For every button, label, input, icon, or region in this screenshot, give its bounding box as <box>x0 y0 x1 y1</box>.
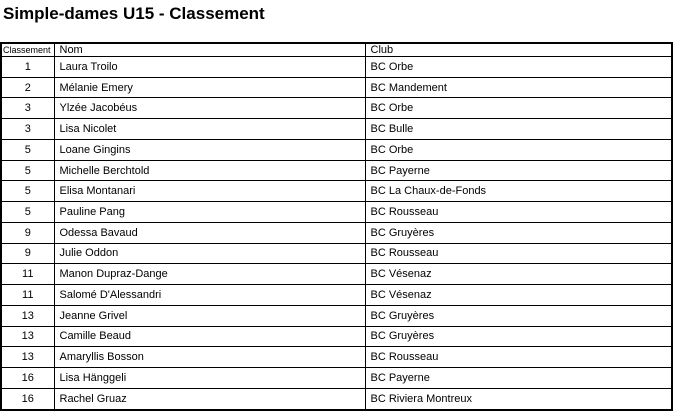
rank-cell: 3 <box>1 119 54 140</box>
name-cell: Salomé D'Alessandri <box>54 285 365 306</box>
rank-cell: 13 <box>1 326 54 347</box>
rank-cell: 3 <box>1 98 54 119</box>
rank-cell: 13 <box>1 347 54 368</box>
club-cell: BC Orbe <box>365 98 672 119</box>
rank-cell: 16 <box>1 388 54 410</box>
club-cell: BC Vésenaz <box>365 285 672 306</box>
table-row <box>1 160 672 181</box>
table-row <box>1 139 672 160</box>
club-cell: BC Orbe <box>365 57 672 78</box>
table-row <box>1 119 672 140</box>
name-cell: Mélanie Emery <box>54 77 365 98</box>
table-row <box>1 264 672 285</box>
rank-cell: 5 <box>1 160 54 181</box>
table-row <box>1 222 672 243</box>
name-cell: Pauline Pang <box>54 202 365 223</box>
rank-cell: 11 <box>1 285 54 306</box>
club-cell: BC Gruyères <box>365 222 672 243</box>
rank-cell: 2 <box>1 77 54 98</box>
club-cell: BC Bulle <box>365 119 672 140</box>
results-table-body <box>1 57 672 411</box>
name-cell: Amaryllis Bosson <box>54 347 365 368</box>
column-header-nom: Nom <box>54 43 365 57</box>
name-cell: Laura Troilo <box>54 57 365 78</box>
name-cell: Jeanne Grivel <box>54 305 365 326</box>
name-cell: Manon Dupraz-Dange <box>54 264 365 285</box>
rank-cell: 5 <box>1 181 54 202</box>
name-cell: Lisa Hänggeli <box>54 368 365 389</box>
club-cell: BC Gruyères <box>365 326 672 347</box>
club-cell: BC Mandement <box>365 77 672 98</box>
table-row <box>1 326 672 347</box>
name-cell: Ylzée Jacobéus <box>54 98 365 119</box>
rank-cell: 5 <box>1 139 54 160</box>
name-cell: Odessa Bavaud <box>54 222 365 243</box>
table-row <box>1 243 672 264</box>
name-cell: Lisa Nicolet <box>54 119 365 140</box>
table-row <box>1 77 672 98</box>
club-cell: BC Rousseau <box>365 243 672 264</box>
table-row <box>1 285 672 306</box>
name-cell: Loane Gingins <box>54 139 365 160</box>
table-row <box>1 181 672 202</box>
name-cell: Elisa Montanari <box>54 181 365 202</box>
name-cell: Rachel Gruaz <box>54 388 365 410</box>
name-cell: Julie Oddon <box>54 243 365 264</box>
rank-cell: 13 <box>1 305 54 326</box>
rank-cell: 16 <box>1 368 54 389</box>
page-title: Simple-dames U15 - Classement <box>3 4 265 23</box>
club-cell: BC Gruyères <box>365 305 672 326</box>
table-row <box>1 347 672 368</box>
club-cell: BC Rousseau <box>365 202 672 223</box>
table-row <box>1 202 672 223</box>
table-row <box>1 305 672 326</box>
rank-cell: 11 <box>1 264 54 285</box>
club-cell: BC Vésenaz <box>365 264 672 285</box>
rank-cell: 1 <box>1 57 54 78</box>
classement-table <box>0 42 673 411</box>
club-cell: BC Rousseau <box>365 347 672 368</box>
rank-cell: 9 <box>1 243 54 264</box>
club-cell: BC Payerne <box>365 160 672 181</box>
table-row <box>1 368 672 389</box>
table-row <box>1 388 672 410</box>
column-header-classement: Classement <box>1 43 54 57</box>
rank-cell: 5 <box>1 202 54 223</box>
name-cell: Michelle Berchtold <box>54 160 365 181</box>
name-cell: Camille Beaud <box>54 326 365 347</box>
table-row <box>1 57 672 78</box>
rank-cell: 9 <box>1 222 54 243</box>
club-cell: BC Payerne <box>365 368 672 389</box>
table-row <box>1 98 672 119</box>
column-header-club: Club <box>365 43 672 57</box>
club-cell: BC Orbe <box>365 139 672 160</box>
club-cell: BC Riviera Montreux <box>365 388 672 410</box>
table-header-row <box>1 43 672 57</box>
club-cell: BC La Chaux-de-Fonds <box>365 181 672 202</box>
